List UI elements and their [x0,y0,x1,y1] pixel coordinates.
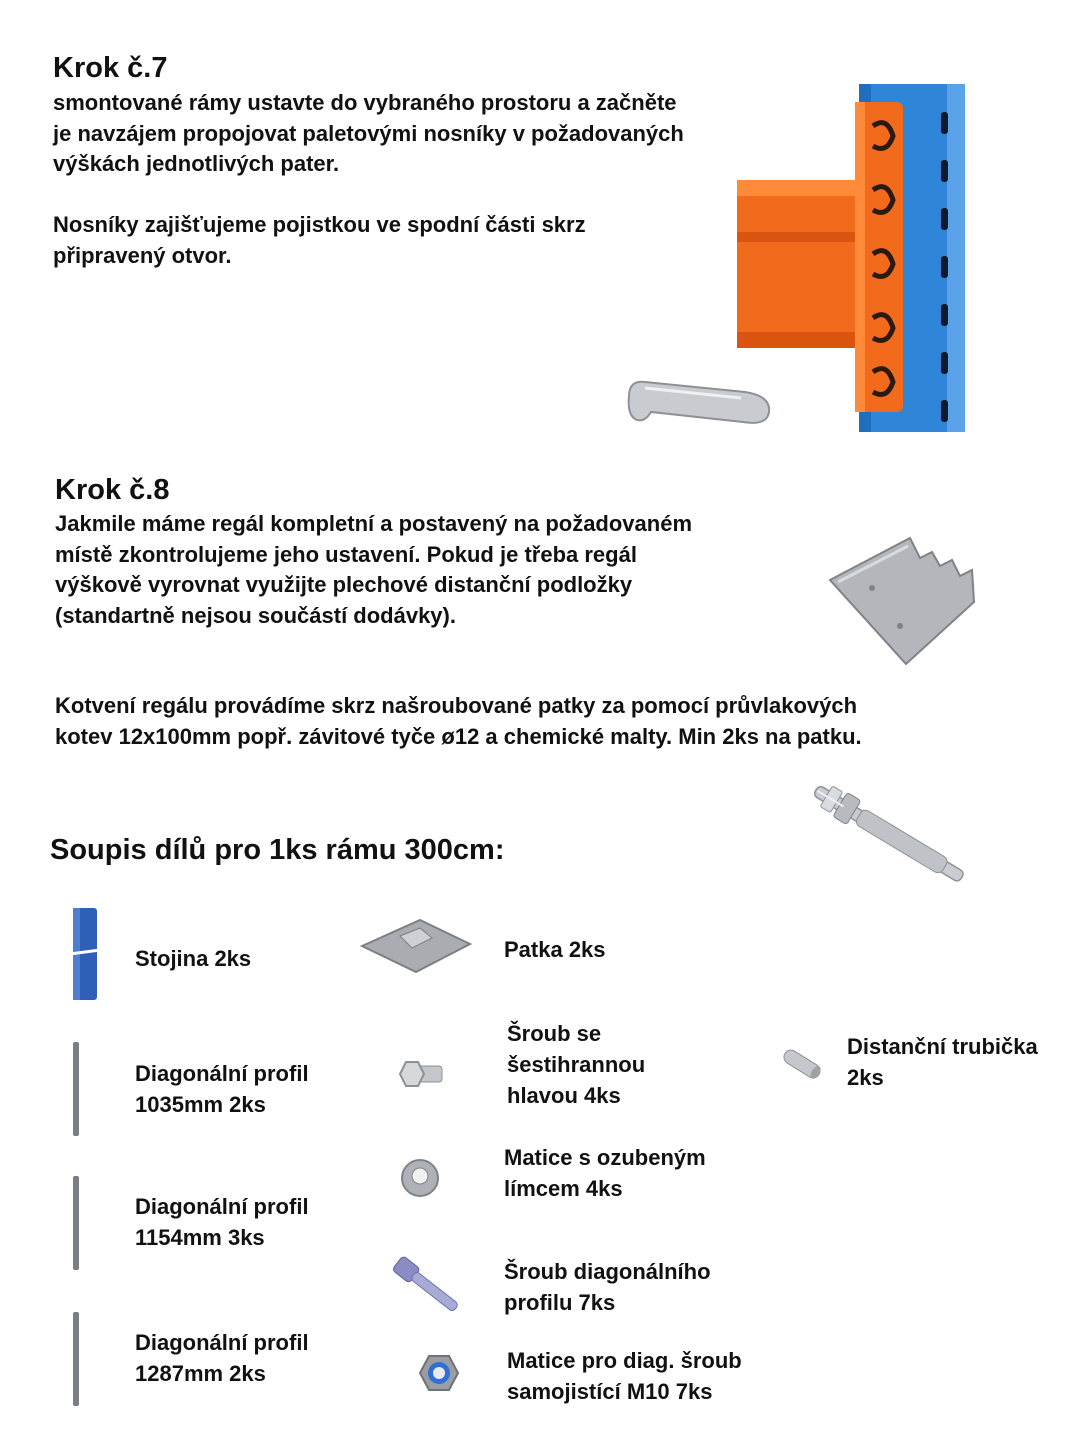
shim-plate-illustration [828,536,976,666]
base-plate-icon [360,918,472,974]
step7-paragraph-1: smontované rámy ustavte do vybraného prostoru a začněte je navzájem propojovat paletovými nosníky v požadovaných výškách jednotlivých pater. [53,90,684,176]
part-diag-1035: Diagonální profil 1035mm 2ks [135,1061,309,1117]
hex-bolt-icon [396,1054,446,1096]
diagonal-bolt-icon [392,1254,464,1316]
part-distancni: Distanční trubička 2ks [847,1034,1038,1090]
step8-paragraph-1: Jakmile máme regál kompletní a postavený na požadovaném místě zkontrolujeme jeho ustavení. Pokud je třeba regál výškově vyrovnat využijte plechové distanční podložky (standartně nejsou součástí dodávky). [55,511,693,628]
part-matice-diag: Matice pro diag. šroub samojistící M10 7ks [507,1348,742,1404]
diagonal-profile-1154-icon [71,1174,81,1272]
diagonal-profile-1035-icon [71,1040,81,1138]
anchor-bolt-illustration [806,776,982,884]
diagonal-profile-1287-icon [71,1310,81,1408]
lock-nut-icon [418,1352,460,1394]
part-diag-1287: Diagonální profil 1287mm 2ks [135,1330,309,1386]
upright-icon [70,906,100,1002]
part-stojina: Stojina 2ks [135,946,252,971]
safety-pin-illustration [625,376,775,424]
flange-nut-icon [400,1154,440,1198]
part-sroub-diag: Šroub diagonálního profilu 7ks [504,1259,711,1315]
spacer-tube-icon [778,1044,826,1084]
parts-list-title: Soupis dílů pro 1ks rámu 300cm: [50,834,505,866]
step8-paragraph-2: Kotvení regálu provádíme skrz našroubované patky za pomocí průvlakových kotev 12x100mm popř. závitové tyče ø12 a chemické malty. Min 2ks na patku. [55,693,862,749]
step7-paragraph-2: Nosníky zajišťujeme pojistkou ve spodní části skrz připravený otvor. [53,212,586,268]
step7-title: Krok č.7 [53,52,168,84]
part-diag-1154: Diagonální profil 1154mm 3ks [135,1194,309,1250]
step8-title: Krok č.8 [55,474,170,506]
part-sroub-hex: Šroub se šestihrannou hlavou 4ks [507,1021,646,1108]
part-matice-ozub: Matice s ozubeným límcem 4ks [504,1145,706,1201]
part-patka: Patka 2ks [504,937,606,962]
